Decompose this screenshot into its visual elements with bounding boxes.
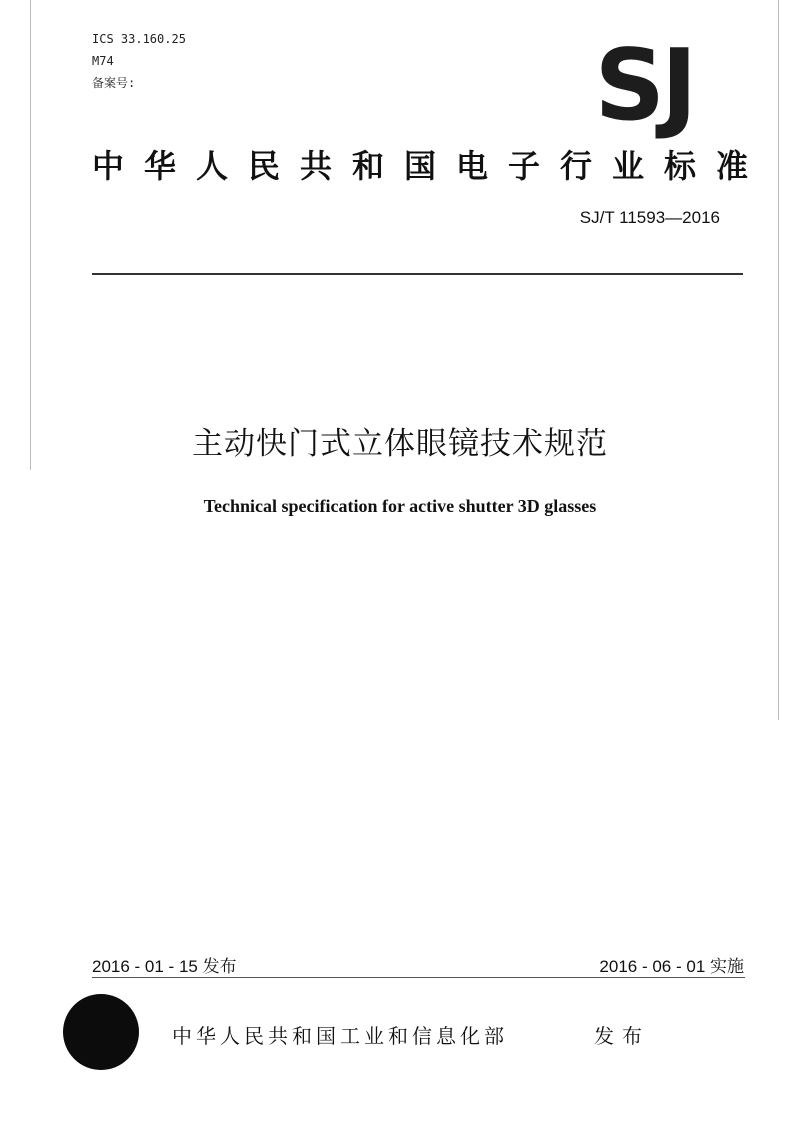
document-title-cn: 主动快门式立体眼镜技术规范 bbox=[192, 426, 608, 462]
issuing-authority: 中华人民共和国工业和信息化部 bbox=[172, 1024, 508, 1048]
ics-code: ICS 33.160.25 bbox=[92, 32, 186, 46]
standard-title: 中华人民共和国电子行业标准 bbox=[92, 147, 769, 185]
header-divider bbox=[92, 273, 743, 275]
category-code: M74 bbox=[92, 54, 114, 68]
document-title-en: Technical specification for active shutter 3D glasses bbox=[203, 496, 597, 516]
seal-stamp bbox=[63, 994, 139, 1070]
sj-logo: SJ bbox=[594, 29, 694, 143]
scan-edge-mark-right bbox=[778, 0, 779, 720]
implement-date: 2016 - 06 - 01 实施 bbox=[599, 957, 744, 976]
footer-divider bbox=[92, 977, 745, 978]
scan-edge-mark-left bbox=[30, 0, 31, 470]
filing-number-label: 备案号: bbox=[92, 76, 136, 90]
publish-date: 2016 - 01 - 15 发布 bbox=[92, 957, 237, 976]
issue-label: 发布 bbox=[594, 1024, 650, 1048]
standard-number: SJ/T 11593—2016 bbox=[579, 208, 720, 227]
